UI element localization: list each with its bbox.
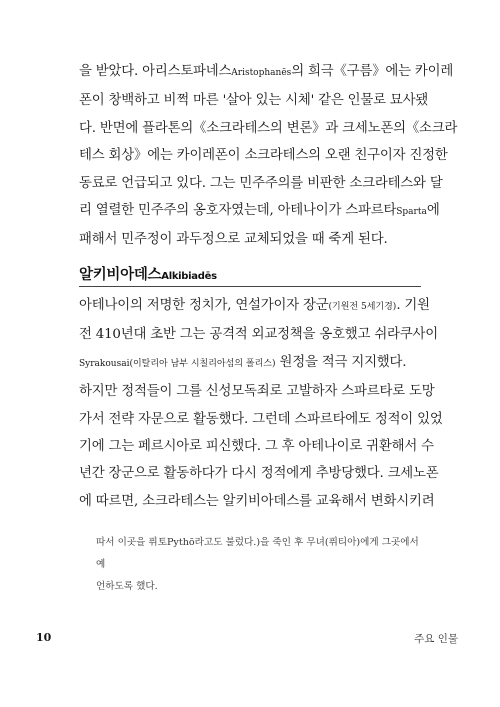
paragraph-chaerephon	[79, 58, 458, 254]
paragraph-alcibiades	[79, 292, 443, 515]
text-line: 테스 회상》에는 카이레폰이 소크라테스의 오랜 친구이자 진정한	[79, 148, 448, 164]
heading-title: 알키비아데스	[79, 267, 162, 283]
text-line: 동료로 언급되고 있다. 그는 민주주의를 비판한 소크라테스와 달	[79, 175, 443, 191]
text-line: 에 따르면, 소크라테스는 알키비아데스를 교육해서 변화시키려	[79, 493, 435, 509]
heading-underline-divider	[79, 286, 421, 287]
text-line: 폰이 창백하고 비쩍 마른 '살아 있는 시체' 같은 인물로 묘사됐	[79, 93, 429, 109]
footnote-line: 언하도록 했다.	[96, 581, 158, 592]
heading-latin-name: Alkibiadēs	[161, 271, 217, 282]
text-line: 아테나이의 저명한 정치가, 연설가이자 장군(기원전 5세기경). 기원	[79, 298, 430, 313]
footnote	[96, 532, 421, 598]
footnote-line: 따서 이곳을 퓌토Pythō라고도 불렀다.)을 죽인 후 무녀(퓌티아)에게 그곳에서 예	[96, 537, 419, 570]
text-line: 리 열렬한 민주주의 옹호자였는데, 아테나이가 스파르타Sparta에	[79, 203, 440, 219]
text-line: 을 받았다. 아리스토파네스Aristophanēs의 희극《구름》에는 카이레	[79, 64, 454, 79]
text-line: 다. 반면에 플라톤의《소크라테스의 변론》과 크세노폰의《소크라	[79, 120, 458, 136]
text-line: 가서 전략 자문으로 활동했다. 그런데 스파르타에도 정적이 있었	[79, 411, 443, 427]
text-line: 기에 그는 페르시아로 피신했다. 그 후 아테나이로 귀환해서 수	[79, 439, 434, 455]
page-number: 10	[36, 631, 52, 644]
text-line: 패해서 민주정이 과두정으로 교체되었을 때 죽게 된다.	[79, 232, 388, 248]
text-line: 년간 장군으로 활동하다가 다시 정적에게 추방당했다. 크세노폰	[79, 466, 439, 482]
text-line: 전 410년대 초반 그는 공격적 외교정책을 옹호했고 쉬라쿠사이	[79, 327, 439, 343]
running-head: 주요 인물	[414, 633, 458, 645]
text-line: Syrakousai(이탈리아 남부 시칠리아섬의 폴리스) 원정을 적극 지지했다.	[79, 354, 407, 370]
text-line: 하지만 정적들이 그를 신성모독죄로 고발하자 스파르타로 도망	[79, 384, 435, 400]
section-heading-alcibiades	[79, 263, 217, 284]
